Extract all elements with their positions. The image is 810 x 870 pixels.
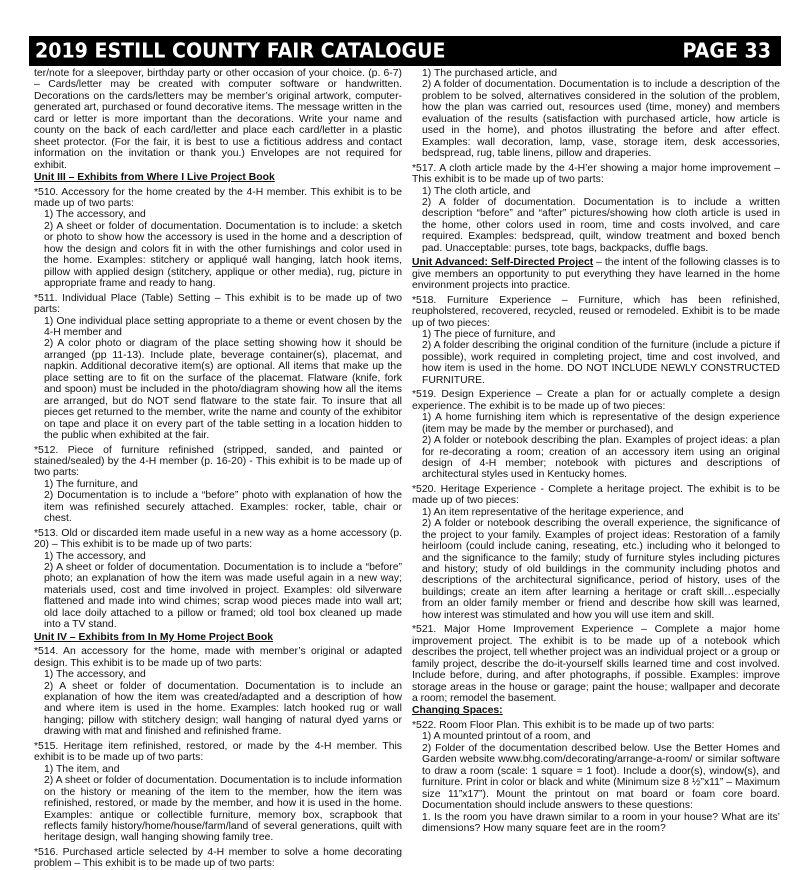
exhibit-class: *514. An accessory for the home, made with member’s original or adapted design. This exhibit is to be made up of two parts: [34, 646, 402, 669]
exhibit-part: 1) The purchased article, and [422, 68, 557, 79]
exhibit-part: 2) A folder describing the original condition of the furniture (include a picture if possible), work required in completing project, time and cost involved, and how item is used in the home. DO NOT INCLUDE NEWLY CONSTRUCTED FURNITURE. [422, 340, 780, 386]
section-heading: Unit III – Exhibits from Where I Live Project Book [34, 172, 275, 184]
exhibit-part: 2) A sheet or folder of documentation. Documentation is to include: a sketch or photo to show how the accessory is used in the home and a description of how the design and colors fit in with the other furnishings and color used in the home. Examples: stitchery or appliqué wall hanging, latch hook items, pillow with applied design (stitchery, applique or other media), rug, picture in appropriate frame and ready to hang. [44, 220, 402, 290]
exhibit-part: 1) The furniture, and [44, 478, 138, 490]
section-heading-description: – the intent of the following classes is to give members an opportunity to put everything they have learned in the home environment projects into practice. [412, 257, 780, 292]
exhibit-class: *512. Piece of furniture refinished (stripped, sanded, and painted or stained/sealed) by the 4-H member (p. 16-20) - This exhibit is to be made up of two parts: [34, 444, 402, 479]
exhibit-class: *515. Heritage item refinished, restored, or made by the 4-H member. This exhibit is to be made up of two parts: [34, 740, 402, 764]
page-number: PAGE 33 [682, 39, 771, 63]
exhibit-part: 2) Folder of the documentation described below. Use the Better Homes and Garden website www.bhg.com/decorating/arrange-a-room/ or similar software to draw a room (scale: 1 square = 1 foot). Include a door(s), window(s), and furniture. Print in color or black and white (Minimum size 8 ½”x11” – Maximum size 11”x17”). Mount the printout on mat board or foam core board. Documentation should include answers to these questions: [422, 742, 780, 812]
catalogue-title: 2019 ESTILL COUNTY FAIR CATALOGUE [35, 39, 446, 63]
exhibit-part: 2) A folder or notebook describing the plan. Examples of project ideas: a plan for re-decorating a room; creation of an accessory item using an original design of 4-H member; notebook with pictures and descriptions of architectural styles used in Kentucky homes. [422, 435, 780, 481]
exhibit-part: 2) A sheet or folder of documentation. Documentation is to include a “before” photo; an explanation of how the item was made useful again in a new way; materials used, cost and time involved in project. Examples: old silverware flattened and made into wind chimes; scrap wood pieces made into wall art; old lace doily attached to a pillow or framed; old tool box cleaned up made into a TV stand. [44, 562, 402, 631]
exhibit-part: 1) A home furnishing item which is representative of the design experience (item may be made by the member or purchased), and [422, 412, 780, 435]
section-heading [412, 257, 780, 291]
paragraph: ter/note for a sleepover, birthday party or other occasion of your choice. (p. 6-7) – Cards/letter may be created with computer software or handwritten. Decorations on the cards/letters may be member’s original artwork, computer-generated art, purchased or found decorative items. The message written in the card or letter is more important than the decorations. Write your name and county on the back of each card/letter and place each card/letter in a plastic sheet protector. (For the fair, it is best to use a fictitious address and contact information on the invitation or thank you.) Envelopes are not required for exhibit. [34, 68, 402, 171]
exhibit-class: *517. A cloth article made by the 4-H’er showing a major home improvement – This exhibit is to be made up of two parts: [412, 162, 780, 186]
exhibit-part: 2) A color photo or diagram of the place setting showing how it should be arranged (pp 11-13). Include plate, beverage container(s), placemat, and napkin. Additional decorative item(s) are optional. All items that make up the place setting are to fit on the surface of the placemat. Flatware (knife, fork and spoon) must be included in the photo/diagram showing how all the items are arranged, but do NOT send flatware to the state fair. To insure that all pieces get returned to the member, write the name and county of the exhibitor on tape and place it on every part of the table setting in a location hidden to the public when exhibited at the fair. [44, 338, 402, 442]
exhibit-class: *522. Room Floor Plan. This exhibit is to be made up of two parts: [412, 719, 715, 731]
section-heading: Changing Spaces: [412, 705, 503, 717]
exhibit-class: *516. Purchased article selected by 4-H member to solve a home decorating problem – This exhibit is to be made up of two parts: [34, 846, 402, 870]
exhibit-class: *510. Accessory for the home created by the 4-H member. This exhibit is to be made up of two parts: [34, 186, 402, 209]
left-column [34, 68, 402, 870]
exhibit-part: 1) The accessory, and [44, 550, 146, 562]
exhibit-class: *519. Design Experience – Create a plan for or actually complete a design experience. The exhibit is to be made up of two pieces: [412, 389, 780, 412]
exhibit-part: 2) Documentation is to include a “before” photo with explanation of how the item was refinished securely attached. Examples: rocker, table, chair or chest. [44, 490, 402, 525]
exhibit-part: 1) An item representative of the heritage experience, and [422, 506, 684, 518]
exhibit-part: 1. Is the room you have drawn similar to a room in your house? What are its’ dimensions? How many square feet are in the room? [422, 811, 780, 834]
section-heading-title: Unit Advanced: Self-Directed Project [412, 257, 594, 269]
section-heading: Unit IV – Exhibits from In My Home Project Book [34, 631, 274, 643]
exhibit-part: 1) The accessory, and [44, 209, 146, 221]
exhibit-class: *513. Old or discarded item made useful in a new way as a home accessory (p. 20) – This exhibit is to be made up of two parts: [34, 527, 402, 551]
exhibit-part: 1) The item, and [44, 763, 120, 775]
page-header [29, 36, 781, 66]
exhibit-class: *511. Individual Place (Table) Setting – This exhibit is to be made up of two parts: [34, 292, 402, 316]
exhibit-part: 1) One individual place setting appropriate to a theme or event chosen by the 4-H member and [44, 315, 402, 338]
exhibit-part: 2) A folder of documentation. Documentation is to include a description of the problem to be solved, alternatives considered in the solution of the problem, how the plan was carried out, resources used (time, money) and members evaluation of the results (satisfaction with purchased article, how article is used in the home), and photos illustrating the before and after effect. Examples: wall decoration, lamp, vase, storage item, desk accessories, bedspread, rug, table linens, pillow and draperies. [422, 79, 780, 160]
exhibit-part: 1) The cloth article, and [422, 185, 531, 197]
exhibit-part: 1) The accessory, and [44, 669, 146, 681]
exhibit-class: *518. Furniture Experience – Furniture, which has been refinished, reupholstered, recovered, recycled, reused or remodeled. Exhibit is to be made up of two pieces: [412, 294, 780, 329]
exhibit-class: *520. Heritage Experience - Complete a heritage project. The exhibit is to be made up of two pieces: [412, 483, 780, 507]
exhibit-part: 1) A mounted printout of a room, and [422, 731, 591, 743]
right-column [412, 68, 780, 848]
exhibit-part: 2) A sheet or folder of documentation. Documentation is to include information on the history or meaning of the item to the member, how the item was refinished, restored, or made by the member, and how it is used in the home. Examples: antique or collectible furniture, memory box, scrapbook that reflects family history/home/house/farm/land of several generations, quilt with heritage design, wall hanging showing family tree. [44, 775, 402, 844]
exhibit-part: 2) A folder of documentation. Documentation is to include a written description “before” and “after” pictures/showing how cloth article is used in the home, other colors used in room, time and costs involved, and care required. Examples: bedspread, quilt, window treatment and boxed bench pad. Unacceptable: purses, tote bags, backpacks, duffle bags. [422, 196, 780, 254]
exhibit-part: 2) A sheet or folder of documentation. Documentation is to include an explanation of how the item was created/adapted and a description of how and where item is used in the home. Examples: latch hooked rug or wall hanging; pillow with stitchery design; wall hanging of natural dyed yarns or drawing with mat and finished and refinished frame. [44, 680, 402, 738]
exhibit-part: 2) A folder or notebook describing the overall experience, the significance of the project to your family. Examples of project ideas: Restoration of a family heirloom (could include caning, reseating, etc.) including who it belonged to and the significance to the family; study of furniture styles including pictures and history; study of old buildings in the community including photos and descriptions of the architectural significance, period of history, uses of the buildings; create an item after learning a heritage or craft skill…especially from an older family member or friend and describe how skill was learned, how interest was stimulated and how you will use item and skill. [422, 518, 780, 621]
exhibit-part: 1) The piece of furniture, and [422, 328, 556, 340]
exhibit-class: *521. Major Home Improvement Experience – Complete a major home improvement project. The exhibit is to be made up of a notebook which describes the project, tell whether project was an individual project or a group or family project, describe the do-it-yourself skills learned time and cost involved. Include before, during, and after photographs, if possible. Examples: improve storage areas in the house or garage; paint the house; wallpaper and decorate a room; remodel the basement. [412, 624, 780, 705]
